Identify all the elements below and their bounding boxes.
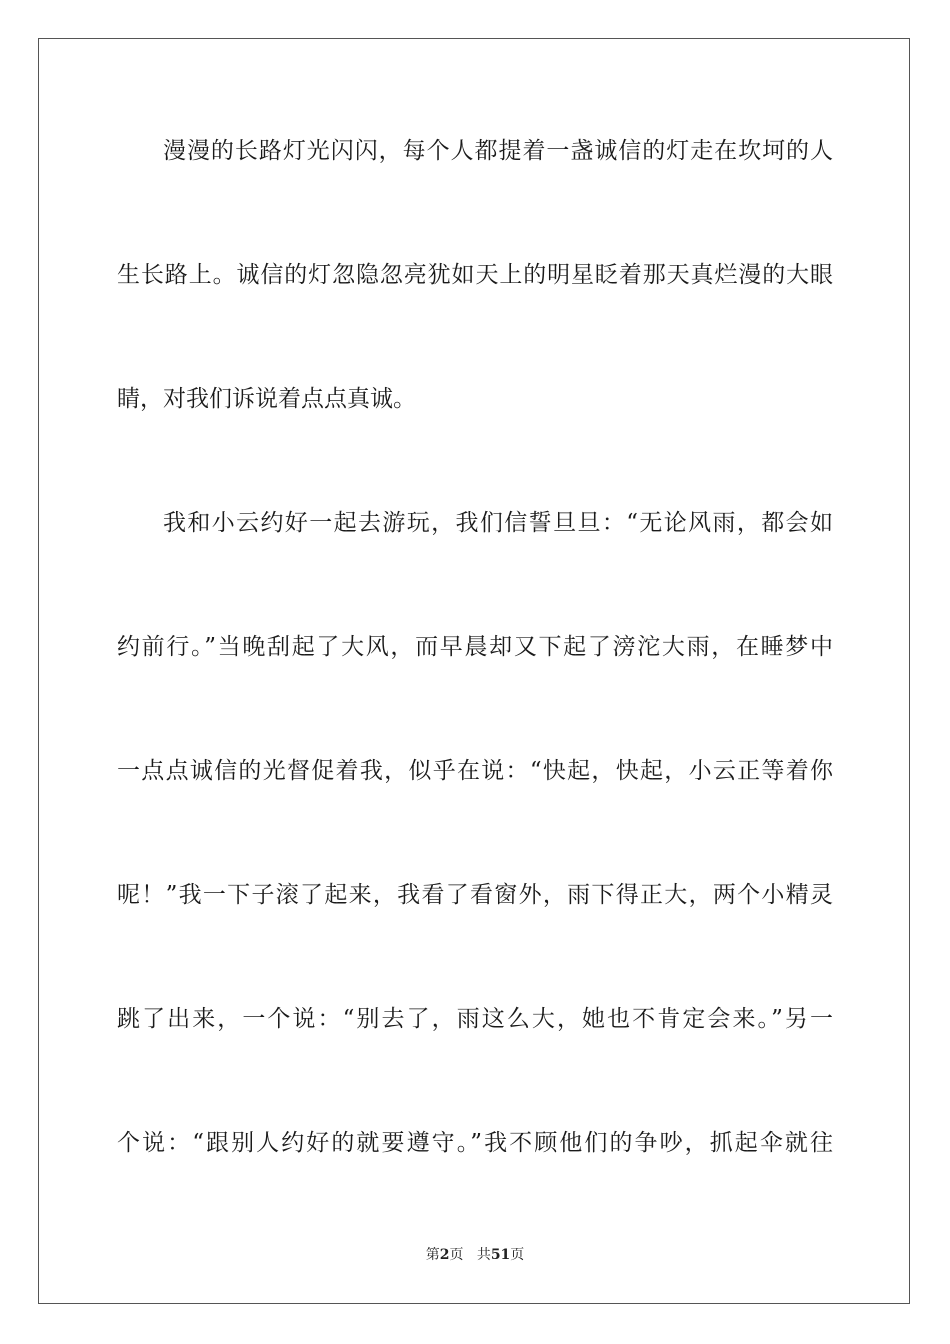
page-footer xyxy=(0,1246,950,1264)
text-line: 约前行。”当晚刮起了大风，而早晨却又下起了滂沱大雨，在睡梦中 xyxy=(117,634,833,660)
text-line: 一点点诚信的光督促着我，似乎在说：“快起，快起，小云正等着你 xyxy=(117,758,833,784)
text-line: 生长路上。诚信的灯忽隐忽亮犹如天上的明星眨着那天真烂漫的大眼 xyxy=(117,262,833,288)
text-line: 漫漫的长路灯光闪闪，每个人都提着一盏诚信的灯走在坎坷的人 xyxy=(163,138,833,164)
page-total-label: 共51页 xyxy=(476,1247,525,1263)
text-line: 跳了出来，一个说：“别去了，雨这么大，她也不肯定会来。”另一 xyxy=(117,1006,833,1032)
page-border xyxy=(38,38,910,1304)
text-line: 个说：“跟别人约好的就要遵守。”我不顾他们的争吵，抓起伞就往 xyxy=(117,1130,833,1156)
text-line: 睛，对我们诉说着点点真诚。 xyxy=(117,386,416,412)
text-line: 呢！”我一下子滚了起来，我看了看窗外，雨下得正大，两个小精灵 xyxy=(117,882,833,908)
page-number-label: 第2页 xyxy=(425,1247,464,1263)
text-line: 我和小云约好一起去游玩，我们信誓旦旦：“无论风雨，都会如 xyxy=(163,510,833,536)
